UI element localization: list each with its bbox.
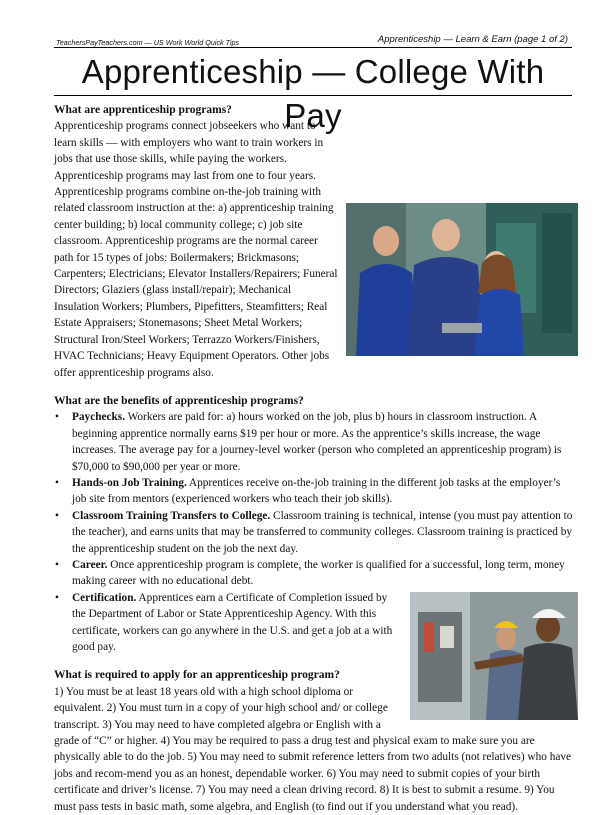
header-source: TeachersPayTeachers.com — US Work World Quick Tips — [56, 38, 240, 47]
header-rule — [54, 47, 572, 48]
page-title: Apprenticeship — College With Pay — [81, 53, 545, 134]
section-heading-benefits: What are the benefits of apprenticeship programs? — [54, 394, 304, 407]
benefit-text: Once apprenticeship program is complete, the worker is qualified for a successful, long term, money making career with no educational debt. — [72, 558, 565, 588]
list-item — [72, 557, 574, 590]
section-heading-requirements: What is required to apply for an apprenticeship program? — [54, 669, 340, 682]
benefit-text: Workers are paid for: a) hours worked on the job, plus b) hours in classroom instruction. A beginning apprentice normally earns $19 per hour or more. As the apprentice’s skills increase, the wage increases. The average pay for a journey-level worker (person who completed an apprenticeship program) is $70,000 to $90,000 per year or more. — [72, 411, 562, 473]
benefit-term: Classroom Training Transfers to College. — [72, 509, 271, 522]
benefits-list — [54, 409, 574, 655]
section-heading-what-are: What are apprenticeship programs? — [54, 104, 232, 116]
benefit-text: Classroom training is technical, intense (you must pay attention to the teacher), and earns units that may be transferred to community colleges. Classroom training is practiced by the apprenticeship student on the job the next day. — [72, 509, 573, 555]
list-item — [72, 475, 574, 508]
benefit-text: Apprentices receive on-the-job training in the different job tasks at the employer’s job site from mentors (experienced workers who teach their job skills). — [72, 476, 561, 506]
list-item — [72, 508, 574, 557]
photo-machinists-training-image — [346, 203, 578, 356]
header-page-label: Apprenticeship — Learn & Earn (page 1 of 2) — [377, 34, 568, 45]
benefit-term: Certification. — [72, 591, 137, 604]
benefit-term: Paychecks. — [72, 411, 126, 424]
benefit-text: Apprentices earn a Certificate of Completion issued by the Department of Labor or State Apprenticeship Agency. With this certificate, workers can go anywhere in the U.S. and get a job at a with good pay. — [72, 591, 393, 653]
title-rule — [54, 95, 572, 96]
photo-electricians-image — [410, 592, 578, 720]
list-item — [72, 590, 574, 656]
photo-electricians — [410, 592, 578, 720]
benefit-term: Hands-on Job Training. — [72, 476, 187, 489]
section1-text: Apprenticeship programs connect jobseekers who want to learn skills — with employers who want to train workers in jobs that use those skills, while paying the workers. Apprenticeship programs may last from one to four years. Apprenticeship programs combine on-the-job training with related classroom instruction at the: a) apprenticeship training center building; b) local community college; c) job site classroom. Apprenticeship programs are the normal career path for 15 types of jobs: Boilermakers; Brickmasons; Carpenters; Electricians; Elevator Installers/Repairers; Funeral Directors; Glaziers (glass install/repair); Mechanical Insulation Workers; Plumbers, Pipefitters, Steamfitters; Real Estate Appraisers; Stonemasons; Sheet Metal Workers; Structural Iron/Steel Workers; Terrazzo Workers/Finishers, HVAC Technicians; Heavy Equipment Operators. Other jobs offer apprenticeship programs also. — [54, 120, 338, 379]
benefit-term: Career. — [72, 558, 108, 571]
list-item — [72, 409, 574, 475]
document-body — [54, 102, 574, 815]
photo-machinists-training — [346, 203, 578, 356]
section3-text: 1) You must be at least 18 years old with a high school diploma or equivalent. 2) You must turn in a copy of your high school and/ or college transcript. 3) You may need to have completed algebra or English with a grade of “C” or higher. 4) You may be required to pass a drug test and physical exam to make sure you are physically able to do the job. 5) You may need to submit reference letters from two adults (not relatives) who have jobs and recom-mend you as an honest, dependable worker. 6) You may need to submit copies of your birth certificate and driver’s license. 7) You may need a clean driving record. 8) It is best to submit a resume. 9) You must pass tests in basic math, some algebra, and English (to find out if you understand what you read). — [54, 685, 572, 813]
